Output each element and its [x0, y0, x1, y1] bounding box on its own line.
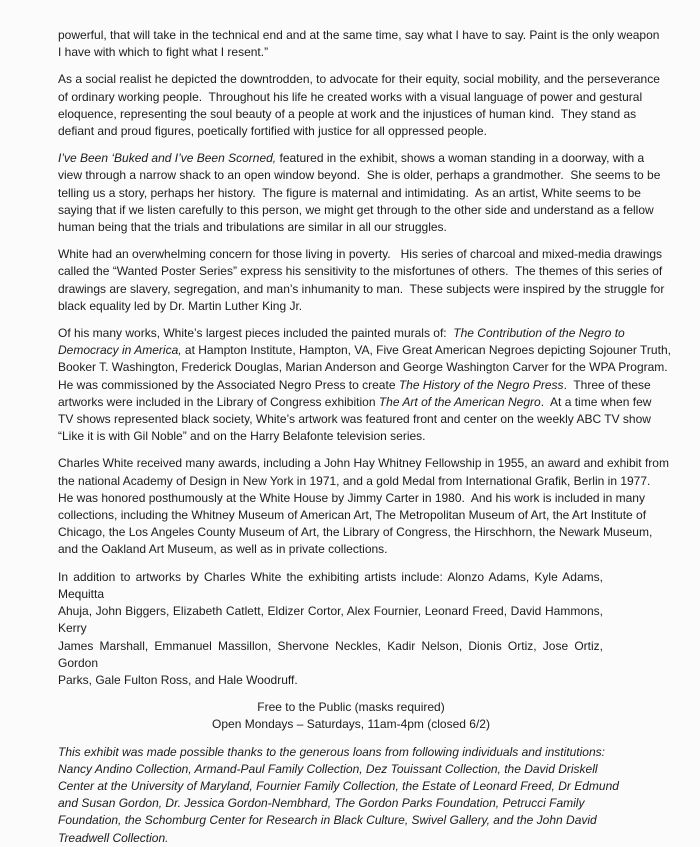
text-line [58, 638, 603, 672]
text-line [58, 394, 652, 411]
text-run: Parks, Gale Fulton Ross, and Hale Woodruff. [58, 672, 298, 687]
paragraph-awards-and-collections [58, 455, 669, 558]
paragraph-buked-and-scorned [58, 150, 661, 236]
text-line [58, 298, 644, 315]
text-line [58, 411, 651, 428]
text-line [58, 473, 651, 490]
text-line [58, 377, 651, 394]
text-run: Chicago, the Los Angeles County Museum of Art, the Library of Congress, the Hirschhorn, the Newark Museum, [58, 525, 653, 540]
text-run: drawings are slavery, segregation, and man’s inhumanity to man. These subjects were inspired by the struggle for [58, 281, 665, 296]
italic-text-run: I’ve Been ‘Buked and I’ve Been Scorned, [58, 151, 277, 166]
italic-text-run: Democracy in America, [58, 343, 182, 358]
paragraph-wanted-poster-series [58, 246, 665, 315]
text-line [58, 490, 644, 507]
text-run: Of his many works, White’s largest pieces included the painted murals of: [58, 326, 454, 341]
text-run: featured in the exhibit, shows a woman standing in a doorway, with a [276, 151, 645, 166]
text-line [58, 541, 644, 558]
text-line [58, 325, 644, 342]
text-run: As a social realist he depicted the downtrodden, to advocate for their equity, social mobility, and the perseverance [58, 72, 660, 87]
text-run: Booker T. Washington, Frederick Douglas, Marian Anderson and George Washington Carver for the WPA Program. [58, 360, 668, 375]
text-run: James Marshall, Emmanuel Massillon, Shervone Neckles, Kadir Nelson, Dionis Ortiz, Jose Ortiz, Gordon [58, 638, 603, 670]
text-run: Charles White received many awards, including a John Hay Whitney Fellowship in 1955, an award and exhibit from [58, 456, 669, 471]
text-run: Treadwell Collection. [58, 830, 169, 845]
text-run: defiant and proud figures, poetically fortified with justice for all oppressed people. [58, 124, 487, 139]
text-line [58, 716, 644, 733]
text-run: human being that the trials and tribulations are similar in all our struggles. [58, 220, 447, 235]
italic-text-run: The Contribution of the Negro to [453, 326, 625, 341]
paragraph-quote-continuation [58, 27, 660, 61]
text-run: Free to the Public (masks required) [257, 700, 445, 715]
text-run: called the “Wanted Poster Series” express his sensitivity to the misfortunes of others. The themes of this series of [58, 264, 663, 279]
text-run: He was commissioned by the Associated Negro Press to create [58, 377, 399, 392]
text-line [58, 71, 660, 88]
italic-text-run: The Art of the American Negro [378, 394, 541, 409]
text-run: eloquence, representing the soul beauty of a people at work and the injustices of human kind. They stand as [58, 106, 637, 121]
text-line [58, 778, 644, 795]
text-run: of ordinary working people. Throughout his life he created works with a visual language of power and gestural [58, 89, 643, 104]
text-run: . At a time when few [540, 394, 652, 409]
text-run: artworks were included in the Library of Congress exhibition [58, 394, 379, 409]
text-run: White had an overwhelming concern for those living in poverty. His series of charcoal and mixed-media drawings [58, 247, 663, 262]
text-line [58, 672, 603, 689]
text-run: at Hampton Institute, Hampton, VA, Five Great American Negroes depicting Sojouner Truth, [181, 343, 671, 358]
text-line [58, 569, 603, 603]
text-run: powerful, that will take in the technical end and at the same time, say what I have to say. Paint is the only weapon [58, 28, 660, 42]
visitor-info [58, 699, 644, 733]
text-run: saying that if we listen carefully to this person, we might get through to the other side and understand as a fellow [58, 202, 654, 217]
text-line [58, 812, 644, 829]
text-line [58, 761, 644, 778]
text-run: telling us a story, perhaps her history. The figure is maternal and intimidating. As an artist, White seems to be [58, 185, 641, 200]
paragraph-social-realist [58, 71, 660, 140]
text-run: black equality led by Dr. Martin Luther King Jr. [58, 298, 303, 313]
text-run: view through a narrow shack to an open window beyond. She is older, perhaps a grandmother. She seems to be [58, 168, 661, 183]
text-run: “Like it is with Gil Noble” and on the Harry Belafonte television series. [58, 429, 426, 444]
text-line [58, 281, 665, 298]
text-line [58, 359, 668, 376]
paragraph-acknowledgments [58, 744, 644, 847]
text-run: Nancy Andino Collection, Armand-Paul Family Collection, Dez Touissant Collection, the David Driskell [58, 761, 598, 776]
text-line [58, 167, 661, 184]
text-line [58, 150, 644, 167]
text-line [58, 342, 671, 359]
text-run: He was honored posthumously at the White House by Jimmy Carter in 1980. And his work is included in many [58, 490, 645, 505]
text-run: Foundation, the Schomburg Center for Research in Black Culture, Swivel Gallery, and the John David [58, 813, 597, 828]
text-line [58, 507, 647, 524]
text-run: Ahuja, John Biggers, Elizabeth Catlett, Eldizer Cortor, Alex Fournier, Leonard Freed, David Hammons, Kerry [58, 604, 603, 636]
text-run: TV shows represented black society, White’s artwork was featured front and center on the weekly ABC TV show [58, 412, 651, 427]
text-line [58, 185, 644, 202]
text-line [58, 89, 644, 106]
text-line [58, 603, 603, 637]
text-line [58, 44, 644, 61]
text-run: the national Academy of Design in New York in 1971, and a gold Medal from International Grafik, Berlin in 1977. [58, 473, 651, 488]
text-run: This exhibit was made possible thanks to the generous loans from following individuals and institutions: [58, 744, 605, 759]
text-run: collections, including the Whitney Museum of American Art, The Metropolitan Museum of Art, the Art Institute of [58, 508, 647, 523]
text-line [58, 830, 644, 847]
document-body [58, 27, 671, 847]
text-run: and Susan Gordon, Dr. Jessica Gordon-Nembhard, The Gordon Parks Foundation, Petrucci Family [58, 796, 585, 811]
text-line [58, 106, 644, 123]
text-line [58, 699, 644, 716]
text-run: . Three of these [563, 377, 651, 392]
paragraph-murals-and-tv [58, 325, 671, 445]
paragraph-exhibiting-artists [58, 569, 603, 689]
text-run: Center at the University of Maryland, Fournier Family Collection, the Estate of Leonard Freed, Dr Edmund [58, 778, 619, 793]
text-line [58, 744, 644, 761]
text-line [58, 455, 669, 472]
text-line [58, 202, 654, 219]
text-line [58, 428, 644, 445]
text-line [58, 246, 663, 263]
text-line [58, 795, 644, 812]
text-line [58, 27, 660, 44]
text-line [58, 123, 644, 140]
text-line [58, 524, 653, 541]
text-run: I have with which to fight what I resent.” [58, 45, 269, 60]
text-run: In addition to artworks by Charles White the exhibiting artists include: Alonzo Adams, Kyle Adams, Mequitta [58, 569, 603, 601]
text-line [58, 219, 644, 236]
text-run: and the Oakland Art Museum, as well as in private collections. [58, 542, 388, 557]
text-run: Open Mondays – Saturdays, 11am-4pm (closed 6/2) [212, 717, 490, 732]
italic-text-run: The History of the Negro Press [398, 377, 564, 392]
text-line [58, 263, 663, 280]
